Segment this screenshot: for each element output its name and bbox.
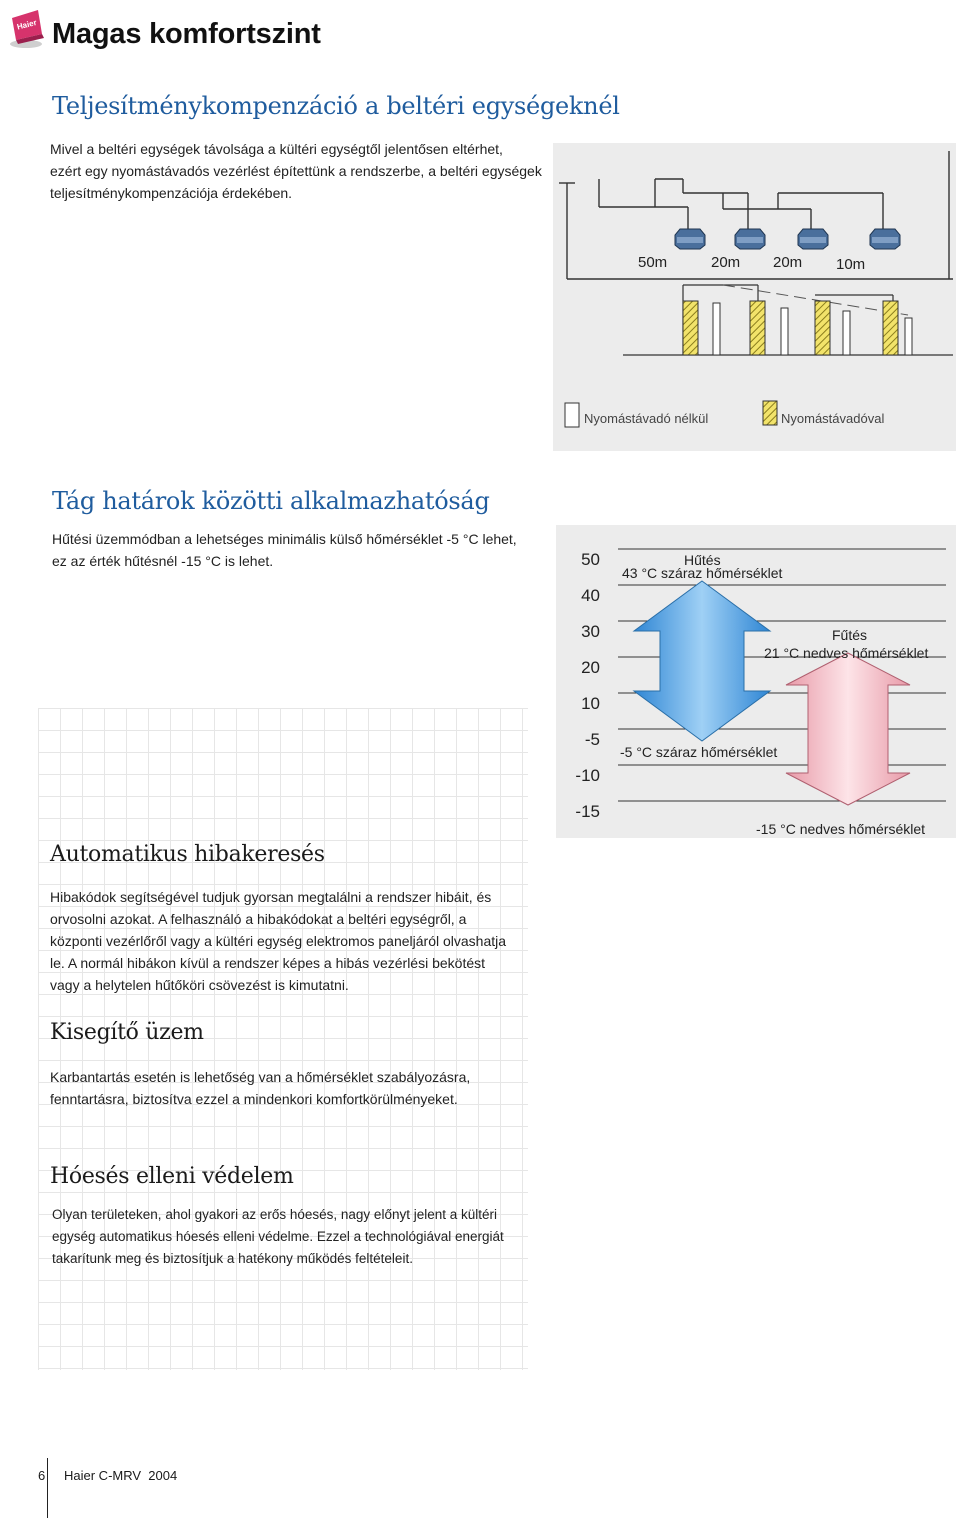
distance-label: 50m [638,254,668,271]
indoor-unit [870,229,900,249]
legend-with-swatch [763,401,777,425]
cooling-title: Hűtés [684,552,721,568]
tick-label: 20 [581,658,600,677]
section-text-range [52,528,552,572]
section-text-auxiliary [50,1066,530,1110]
pressure-sensor-diagram [553,143,956,451]
section-heading-auxiliary: Kisegítő üzem [50,1020,204,1045]
legend-without-swatch [565,403,579,427]
section-heading-snow: Hóesés elleni védelem [50,1164,294,1189]
indoor-unit [735,229,765,249]
bars-without-sensor [713,303,912,355]
text-line: fenntartásra, biztosítva ezzel a mindenkori komfortkörülményeket. [50,1091,458,1107]
indoor-unit [798,229,828,249]
temperature-chart-svg [556,525,956,838]
section-text-snow [52,1204,532,1270]
section-heading-diagnostics: Automatikus hibakeresés [50,842,325,867]
tick-label: 10 [581,694,600,713]
legend-with-label: Nyomástávadóval [781,411,885,426]
tick-label: 50 [581,550,600,569]
heating-min-label: -15 °C nedves hőmérséklet [756,821,926,837]
text-line: Olyan területeken, ahol gyakori az erős hóesés, nagy előnyt jelent a kültéri [52,1207,498,1222]
indoor-unit [675,229,705,249]
section-heading-range: Tág határok közötti alkalmazhatóság [52,487,490,515]
haier-logo [4,4,52,52]
text-line: Karbantartás esetén is lehetőség van a hőmérséklet szabályozásra, [50,1069,471,1085]
text-line: teljesítménykompenzációja érdekében. [50,185,293,201]
tick-label: 30 [581,622,600,641]
legend-without-label: Nyomástávadó nélkül [584,411,709,426]
text-line: takarítunk meg és biztosítjuk a hatékony működés feltételeit. [52,1251,413,1266]
page-title: Magas komfortszint [52,18,321,50]
section-heading-compensation: Teljesítménykompenzáció a beltéri egységeknél [52,92,620,120]
text-line: egység automatikus hóesés elleni védelme. Ezzel a technológiával energiát [52,1229,504,1244]
text-line: ez az érték hűtésnél -15 °C is lehet. [52,553,274,569]
section-text-compensation [50,138,550,204]
footer-divider [47,1458,48,1518]
cooling-max-label: 43 °C száraz hőmérséklet [622,565,783,581]
text-line: ezért egy nyomástávadós vezérlést építettünk a rendszerbe, a beltéri egységek [50,163,542,179]
cooling-range-arrow [634,581,770,741]
distance-label: 10m [836,256,866,273]
text-line: Mivel a beltéri egységek távolsága a kültéri egységtől jelentősen eltérhet, [50,141,503,157]
distance-label: 20m [773,254,803,271]
text-line: központi vezérlőről vagy a kültéri egység elektromos paneljáról olvashatja [50,933,507,949]
text-line: Hűtési üzemmódban a lehetséges minimális külső hőmérséklet -5 °C lehet, [52,531,517,547]
heating-max-label: 21 °C nedves hőmérséklet [764,645,929,661]
tick-label: -5 [584,730,600,749]
distance-label: 20m [711,254,741,271]
svg-text:Haier: Haier [15,17,38,32]
heating-title: Fűtés [832,627,868,643]
piping-diagram [553,143,956,451]
text-line: le. A normál hibákon kívül a rendszer képes a hibás vezérlési bekötést [50,955,486,971]
footer-text: Haier C-MRV 2004 [64,1468,178,1483]
tick-label: 40 [581,586,600,605]
tick-label: -15 [575,802,600,821]
cooling-min-label: -5 °C száraz hőmérséklet [620,744,778,760]
indoor-units [675,229,900,249]
section-text-diagnostics [50,886,530,996]
text-line: orvosolni azokat. A felhasználó a hibakódokat a beltéri egységről, a [50,911,467,927]
temperature-range-chart [556,525,956,838]
page-number: 6 [38,1468,46,1483]
text-line: Hibakódok segítségével tudjuk gyorsan megtalálni a rendszer hibáit, és [50,889,492,905]
y-axis-ticks [575,550,600,821]
text-line: vagy a helytelen hűtőköri csövezést is kimutatni. [50,977,349,993]
tick-label: -10 [575,766,600,785]
